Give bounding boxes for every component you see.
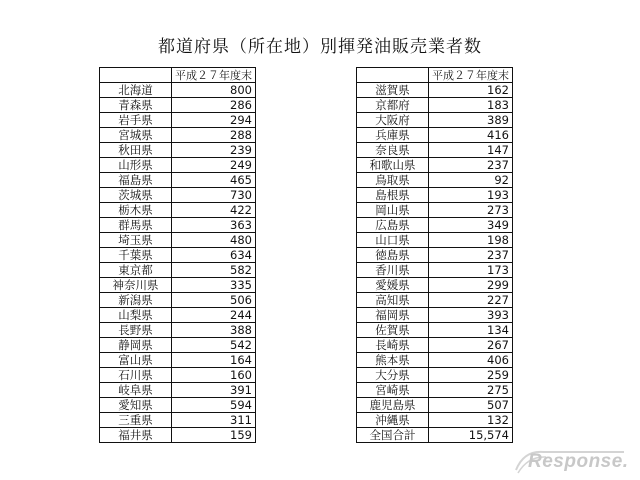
- dealer-count-cell: 389: [429, 113, 513, 128]
- dealer-count-cell: 164: [172, 353, 256, 368]
- table-row: [100, 293, 256, 308]
- prefecture-name-cell: 大分県: [357, 368, 429, 383]
- prefecture-name-cell: 福井県: [100, 428, 172, 443]
- table-row: [100, 368, 256, 383]
- table-row: [357, 203, 513, 218]
- table-row: [100, 83, 256, 98]
- prefecture-name-cell: 広島県: [357, 218, 429, 233]
- dealer-count-cell: 162: [429, 83, 513, 98]
- dealer-count-cell: 275: [429, 383, 513, 398]
- table-row: [357, 158, 513, 173]
- dealer-count-cell: 288: [172, 128, 256, 143]
- table-row: [357, 413, 513, 428]
- table-row: [100, 338, 256, 353]
- prefecture-name-cell: 青森県: [100, 98, 172, 113]
- header-cell: 平成２７年度末: [172, 68, 256, 83]
- table-row: [100, 173, 256, 188]
- dealer-count-cell: 730: [172, 188, 256, 203]
- table-row: [357, 338, 513, 353]
- table-row: [357, 353, 513, 368]
- table-row: [100, 308, 256, 323]
- prefecture-name-cell: 愛媛県: [357, 278, 429, 293]
- dealer-count-cell: 634: [172, 248, 256, 263]
- prefecture-name-cell: 滋賀県: [357, 83, 429, 98]
- dealer-count-cell: 594: [172, 398, 256, 413]
- dealer-count-cell: 267: [429, 338, 513, 353]
- prefecture-name-cell: 島根県: [357, 188, 429, 203]
- dealer-count-cell: 506: [172, 293, 256, 308]
- table-row: [100, 158, 256, 173]
- table-row: [100, 143, 256, 158]
- prefecture-name-cell: 福岡県: [357, 308, 429, 323]
- prefecture-name-cell: 香川県: [357, 263, 429, 278]
- prefecture-name-cell: 長野県: [100, 323, 172, 338]
- prefecture-name-cell: 熊本県: [357, 353, 429, 368]
- table-row: [100, 188, 256, 203]
- table-row: [357, 98, 513, 113]
- dealer-count-cell: 237: [429, 158, 513, 173]
- dealer-count-cell: 416: [429, 128, 513, 143]
- dealer-count-cell: 299: [429, 278, 513, 293]
- table-row: [357, 398, 513, 413]
- dealer-count-cell: 480: [172, 233, 256, 248]
- dealer-count-cell: 159: [172, 428, 256, 443]
- dealer-count-cell: 363: [172, 218, 256, 233]
- prefecture-name-cell: 三重県: [100, 413, 172, 428]
- table-header-row: [100, 68, 256, 83]
- prefecture-table-left-body: [100, 68, 256, 443]
- prefecture-name-cell: 大阪府: [357, 113, 429, 128]
- table-row: [100, 413, 256, 428]
- prefecture-name-cell: 佐賀県: [357, 323, 429, 338]
- prefecture-table-right: [356, 67, 513, 443]
- prefecture-name-cell: 長崎県: [357, 338, 429, 353]
- dealer-count-cell: 193: [429, 188, 513, 203]
- dealer-count-cell: 259: [429, 368, 513, 383]
- prefecture-name-cell: 鳥取県: [357, 173, 429, 188]
- table-row: [357, 263, 513, 278]
- dealer-count-cell: 173: [429, 263, 513, 278]
- prefecture-name-cell: 奈良県: [357, 143, 429, 158]
- prefecture-name-cell: 高知県: [357, 293, 429, 308]
- prefecture-name-cell: 岐阜県: [100, 383, 172, 398]
- prefecture-name-cell: 千葉県: [100, 248, 172, 263]
- table-row: [100, 398, 256, 413]
- table-row: [357, 308, 513, 323]
- table-row: [357, 143, 513, 158]
- table-header-row: [357, 68, 513, 83]
- table-row: [357, 128, 513, 143]
- header-cell: 平成２７年度末: [429, 68, 513, 83]
- dealer-count-cell: 294: [172, 113, 256, 128]
- prefecture-name-cell: 京都府: [357, 98, 429, 113]
- prefecture-name-cell: 福島県: [100, 173, 172, 188]
- dealer-count-cell: 249: [172, 158, 256, 173]
- table-row: [100, 248, 256, 263]
- dealer-count-cell: 237: [429, 248, 513, 263]
- dealer-count-cell: 183: [429, 98, 513, 113]
- prefecture-name-cell: 愛知県: [100, 398, 172, 413]
- table-row: [100, 113, 256, 128]
- prefecture-name-cell: 茨城県: [100, 188, 172, 203]
- table-row: [100, 233, 256, 248]
- dealer-count-cell: 134: [429, 323, 513, 338]
- prefecture-name-cell: 東京都: [100, 263, 172, 278]
- table-row: [100, 383, 256, 398]
- prefecture-name-cell: 全国合計: [357, 428, 429, 443]
- table-row: [357, 383, 513, 398]
- table-row: [100, 353, 256, 368]
- prefecture-name-cell: 北海道: [100, 83, 172, 98]
- prefecture-name-cell: 山梨県: [100, 308, 172, 323]
- prefecture-name-cell: 鹿児島県: [357, 398, 429, 413]
- prefecture-name-cell: 富山県: [100, 353, 172, 368]
- prefecture-name-cell: 岩手県: [100, 113, 172, 128]
- prefecture-name-cell: 宮崎県: [357, 383, 429, 398]
- prefecture-name-cell: 石川県: [100, 368, 172, 383]
- table-row: [357, 113, 513, 128]
- dealer-count-cell: 542: [172, 338, 256, 353]
- dealer-count-cell: 160: [172, 368, 256, 383]
- prefecture-name-cell: 山形県: [100, 158, 172, 173]
- prefecture-name-cell: 栃木県: [100, 203, 172, 218]
- table-row: [100, 98, 256, 113]
- table-row: [357, 293, 513, 308]
- prefecture-name-cell: 秋田県: [100, 143, 172, 158]
- table-row: [357, 83, 513, 98]
- dealer-count-cell: 244: [172, 308, 256, 323]
- header-blank-cell: [100, 68, 172, 83]
- dealer-count-cell: 147: [429, 143, 513, 158]
- dealer-count-cell: 507: [429, 398, 513, 413]
- dealer-count-cell: 465: [172, 173, 256, 188]
- prefecture-name-cell: 宮城県: [100, 128, 172, 143]
- dealer-count-cell: 198: [429, 233, 513, 248]
- dealer-count-cell: 800: [172, 83, 256, 98]
- prefecture-table-left: [99, 67, 256, 443]
- document-title: 都道府県（所在地）別揮発油販売業者数: [158, 37, 482, 57]
- table-row: [357, 173, 513, 188]
- table-row: [100, 218, 256, 233]
- dealer-count-cell: 406: [429, 353, 513, 368]
- table-row: [100, 323, 256, 338]
- table-row: [357, 368, 513, 383]
- header-blank-cell: [357, 68, 429, 83]
- table-row: [357, 233, 513, 248]
- dealer-count-cell: 286: [172, 98, 256, 113]
- dealer-count-cell: 132: [429, 413, 513, 428]
- table-row: [100, 203, 256, 218]
- table-row: [357, 428, 513, 443]
- prefecture-name-cell: 沖縄県: [357, 413, 429, 428]
- table-row: [357, 323, 513, 338]
- dealer-count-cell: 311: [172, 413, 256, 428]
- prefecture-name-cell: 埼玉県: [100, 233, 172, 248]
- dealer-count-cell: 349: [429, 218, 513, 233]
- prefecture-name-cell: 群馬県: [100, 218, 172, 233]
- prefecture-table-right-body: [357, 68, 513, 443]
- dealer-count-cell: 582: [172, 263, 256, 278]
- table-row: [100, 128, 256, 143]
- prefecture-name-cell: 静岡県: [100, 338, 172, 353]
- table-row: [357, 188, 513, 203]
- dealer-count-cell: 239: [172, 143, 256, 158]
- dealer-count-cell: 227: [429, 293, 513, 308]
- prefecture-name-cell: 和歌山県: [357, 158, 429, 173]
- dealer-count-cell: 388: [172, 323, 256, 338]
- dealer-count-cell: 15,574: [429, 428, 513, 443]
- prefecture-name-cell: 神奈川県: [100, 278, 172, 293]
- dealer-count-cell: 92: [429, 173, 513, 188]
- prefecture-name-cell: 新潟県: [100, 293, 172, 308]
- dealer-count-cell: 391: [172, 383, 256, 398]
- table-row: [100, 278, 256, 293]
- table-row: [357, 278, 513, 293]
- prefecture-name-cell: 徳島県: [357, 248, 429, 263]
- watermark-text: Response.: [528, 451, 629, 472]
- table-row: [100, 263, 256, 278]
- dealer-count-cell: 422: [172, 203, 256, 218]
- dealer-count-cell: 273: [429, 203, 513, 218]
- table-row: [357, 248, 513, 263]
- table-row: [100, 428, 256, 443]
- dealer-count-cell: 335: [172, 278, 256, 293]
- table-row: [357, 218, 513, 233]
- dealer-count-cell: 393: [429, 308, 513, 323]
- prefecture-name-cell: 兵庫県: [357, 128, 429, 143]
- prefecture-name-cell: 山口県: [357, 233, 429, 248]
- prefecture-name-cell: 岡山県: [357, 203, 429, 218]
